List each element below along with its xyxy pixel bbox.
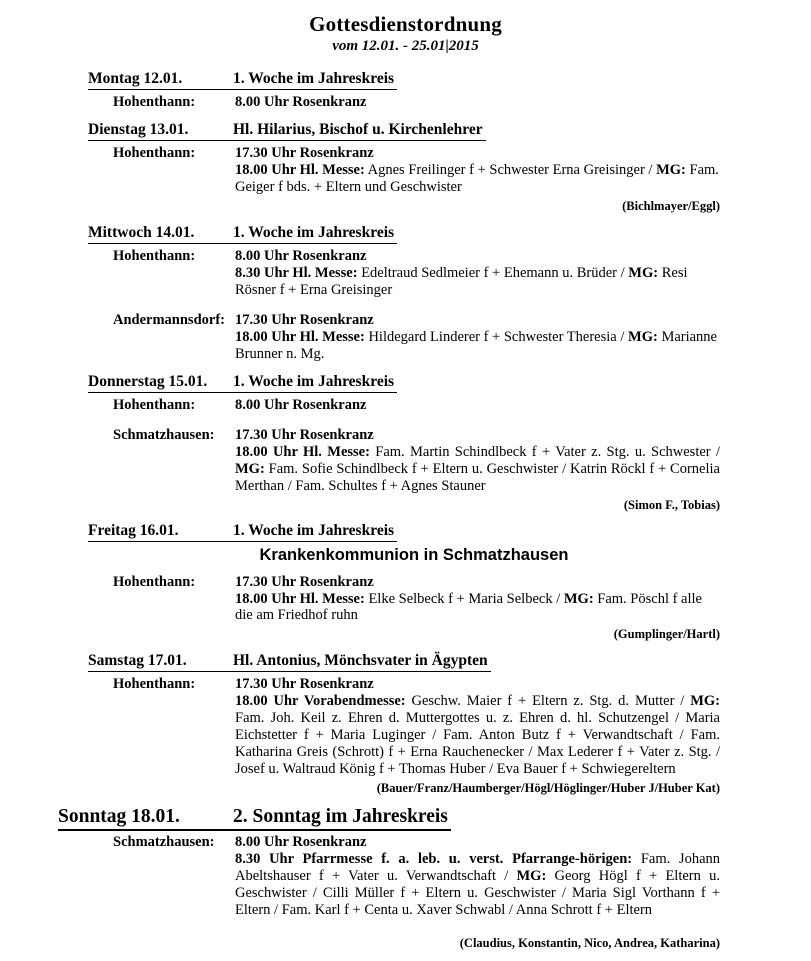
entry-text-bold: MG:	[516, 868, 547, 885]
entry-text-bold: 8.00 Uhr Rosenkranz	[235, 247, 367, 264]
day-section	[0, 522, 811, 642]
schedule	[0, 70, 811, 951]
entry-text-bold: MG:	[628, 328, 658, 345]
entry-text: Fam. Martin Schindlbeck f + Vater z. Stg. u. Schwester /	[369, 443, 720, 460]
service-entries	[235, 145, 720, 213]
service-entry	[235, 574, 720, 591]
entry-text-bold: 17.30 Uhr Rosenkranz	[235, 426, 374, 443]
service-entry	[235, 162, 720, 196]
location-row	[0, 834, 811, 950]
day-feast: 1. Woche im Jahreskreis	[233, 70, 395, 88]
service-entries	[235, 248, 720, 299]
day-header	[88, 522, 811, 542]
ministrant-credit: (Bichlmayer/Eggl)	[622, 199, 720, 214]
day-section	[0, 121, 811, 214]
entry-text-bold: MG:	[656, 162, 686, 179]
location-name: Hohenthann:	[113, 145, 196, 162]
service-entry	[235, 329, 720, 363]
entry-text-bold: MG:	[628, 264, 659, 281]
day-header	[58, 806, 811, 832]
page-subtitle: vom 12.01. - 25.01|2015	[332, 37, 479, 54]
day-header-underline	[58, 806, 451, 832]
service-entries	[235, 94, 720, 111]
entry-text: Fam. Johann Abeltshauser f + Vater u. Verwandtschaft /	[235, 851, 721, 885]
ministrant-credit: (Simon F., Tobias)	[623, 497, 720, 512]
ministrant-credit: (Claudius, Konstantin, Nico, Andrea, Katharina)	[459, 936, 720, 951]
service-entry	[235, 851, 720, 919]
day-header	[88, 373, 811, 393]
service-entry	[235, 693, 720, 778]
location-row	[0, 676, 811, 795]
service-entry	[235, 427, 720, 444]
day-name: Sonntag 18.01.	[58, 805, 180, 827]
entry-text-bold: 18.00 Uhr Hl. Messe:	[235, 443, 370, 460]
entry-text-bold: 8.30 Uhr Pfarrmesse f. a. leb. u. verst. Pfarrange-hörigen:	[235, 851, 633, 868]
entry-text: Marianne Brunner n. Mg.	[235, 328, 717, 362]
day-header-underline	[88, 373, 397, 393]
entry-text-bold: 17.30 Uhr Rosenkranz	[235, 311, 374, 328]
entry-text-bold: 17.30 Uhr Rosenkranz	[235, 145, 374, 162]
entry-text: Fam. Geiger f bds. + Eltern und Geschwister	[235, 162, 719, 196]
day-header-underline	[88, 522, 397, 542]
entry-text: Geschw. Maier f + Eltern z. Stg. d. Mutter /	[405, 693, 691, 710]
location-row	[0, 397, 811, 414]
day-header	[88, 70, 811, 90]
entry-text: Edeltraud Sedlmeier f + Ehemann u. Brüder /	[357, 264, 629, 281]
service-entry	[235, 834, 720, 851]
day-name: Mittwoch 14.01.	[88, 223, 195, 241]
special-note: Krankenkommunion in Schmatzhausen	[259, 546, 569, 565]
entry-text-bold: MG:	[235, 460, 265, 477]
day-header	[88, 652, 811, 672]
location-name: Hohenthann:	[113, 396, 196, 413]
entry-text: Georg Högl f + Eltern u. Geschwister / Cilli Müller f + Eltern u. Geschwister / Maria Sigl Vorthann f + Eltern / Fam. Karl f + Centa u. Xaver Schwabl / Anna Schrott f + Eltern	[235, 868, 720, 919]
location-row	[0, 248, 811, 299]
day-feast: 1. Woche im Jahreskreis	[233, 372, 395, 390]
location-name: Hohenthann:	[113, 573, 196, 590]
service-entries	[235, 397, 720, 414]
entry-text-bold: 18.00 Uhr Vorabendmesse:	[235, 693, 406, 710]
entry-text-bold: 18.00 Uhr Hl. Messe:	[235, 162, 365, 179]
entry-text: Fam. Pöschl f alle die am Friedhof ruhn	[235, 590, 702, 624]
day-header-underline	[88, 224, 397, 244]
service-entry	[235, 312, 720, 329]
day-section	[0, 224, 811, 363]
ministrant-credit: (Bauer/Franz/Haumberger/Högl/Höglinger/Huber J/Huber Kat)	[376, 780, 720, 795]
service-entries	[235, 676, 720, 795]
entry-text-bold: 8.00 Uhr Rosenkranz	[235, 396, 367, 413]
entry-text: Elke Selbeck f + Maria Selbeck /	[364, 590, 564, 607]
location-name: Hohenthann:	[113, 94, 196, 111]
entry-text: Fam. Sofie Schindlbeck f + Eltern u. Geschwister / Katrin Röckl f + Cornelia Merthan / Fam. Schultes f + Agnes Stauner	[235, 460, 720, 494]
entry-text-bold: MG:	[563, 590, 594, 607]
service-entries	[235, 427, 720, 512]
location-name: Schmatzhausen:	[113, 426, 215, 443]
day-header-underline	[88, 121, 486, 141]
day-section	[0, 70, 811, 111]
page-title: Gottesdienstordnung	[309, 12, 502, 36]
location-row	[0, 574, 811, 642]
day-section	[0, 652, 811, 795]
entry-text: Fam. Joh. Keil z. Ehren d. Muttergottes u. z. Ehren d. hl. Schutzengel / Maria Eichstetter f + Maria Luginger / Fam. Anton Butz f + Verwandtschaft / Fam. Katharina Greis (Schrott) f + Erna Rauchenecker / Max Lederer f + Vater z. Stg. / Josef u. Waltraud König f + Thomas Huber / Eva Bauer f + Schwiegereltern	[235, 710, 720, 777]
service-entry	[235, 94, 720, 111]
location-name: Andermannsdorf:	[113, 311, 225, 328]
day-header	[88, 224, 811, 244]
service-entry	[235, 265, 720, 299]
day-name: Montag 12.01.	[88, 70, 183, 88]
day-name: Dienstag 13.01.	[88, 121, 189, 139]
day-name: Freitag 16.01.	[88, 522, 179, 540]
entry-text-bold: 17.30 Uhr Rosenkranz	[235, 676, 374, 693]
ministrant-credit: (Gumplinger/Hartl)	[613, 627, 720, 642]
location-row	[0, 94, 811, 111]
entry-text-bold: 8.00 Uhr Rosenkranz	[235, 834, 367, 851]
day-feast: Hl. Antonius, Mönchsvater in Ägypten	[233, 652, 488, 670]
service-entry	[235, 676, 720, 693]
entry-text-bold: 17.30 Uhr Rosenkranz	[235, 573, 374, 590]
entry-text: Hildegard Linderer f + Schwester Theresia /	[364, 328, 629, 345]
entry-text-bold: 18.00 Uhr Hl. Messe:	[235, 328, 365, 345]
day-feast: Hl. Hilarius, Bischof u. Kirchenlehrer	[233, 121, 483, 139]
service-entry	[235, 444, 720, 495]
entry-text: Agnes Freilinger f + Schwester Erna Greisinger /	[364, 162, 657, 179]
day-header-underline	[88, 652, 491, 672]
location-name: Hohenthann:	[113, 247, 196, 264]
service-entries	[235, 574, 720, 642]
entry-text-bold: 18.00 Uhr Hl. Messe:	[235, 590, 365, 607]
service-entry	[235, 397, 720, 414]
day-name: Samstag 17.01.	[88, 652, 187, 670]
day-feast: 1. Woche im Jahreskreis	[233, 522, 395, 540]
service-entry	[235, 248, 720, 265]
location-row	[0, 427, 811, 512]
location-name: Schmatzhausen:	[113, 834, 215, 851]
day-header-underline	[88, 70, 397, 90]
entry-text-bold: 8.00 Uhr Rosenkranz	[235, 94, 367, 111]
entry-text-bold: 8.30 Uhr Hl. Messe:	[235, 264, 358, 281]
day-name: Donnerstag 15.01.	[88, 372, 208, 390]
location-name: Hohenthann:	[113, 676, 196, 693]
entry-text-bold: MG:	[690, 693, 721, 710]
service-entry	[235, 591, 720, 625]
day-section	[0, 373, 811, 513]
location-row	[0, 145, 811, 213]
day-section	[0, 806, 811, 951]
day-feast: 2. Sonntag im Jahreskreis	[233, 805, 448, 827]
entry-text: Resi Rösner f + Erna Greisinger	[235, 264, 688, 298]
service-entry	[235, 145, 720, 162]
day-feast: 1. Woche im Jahreskreis	[233, 223, 395, 241]
location-row	[0, 312, 811, 363]
service-entries	[235, 312, 720, 363]
service-entries	[235, 834, 720, 950]
day-header	[88, 121, 811, 141]
